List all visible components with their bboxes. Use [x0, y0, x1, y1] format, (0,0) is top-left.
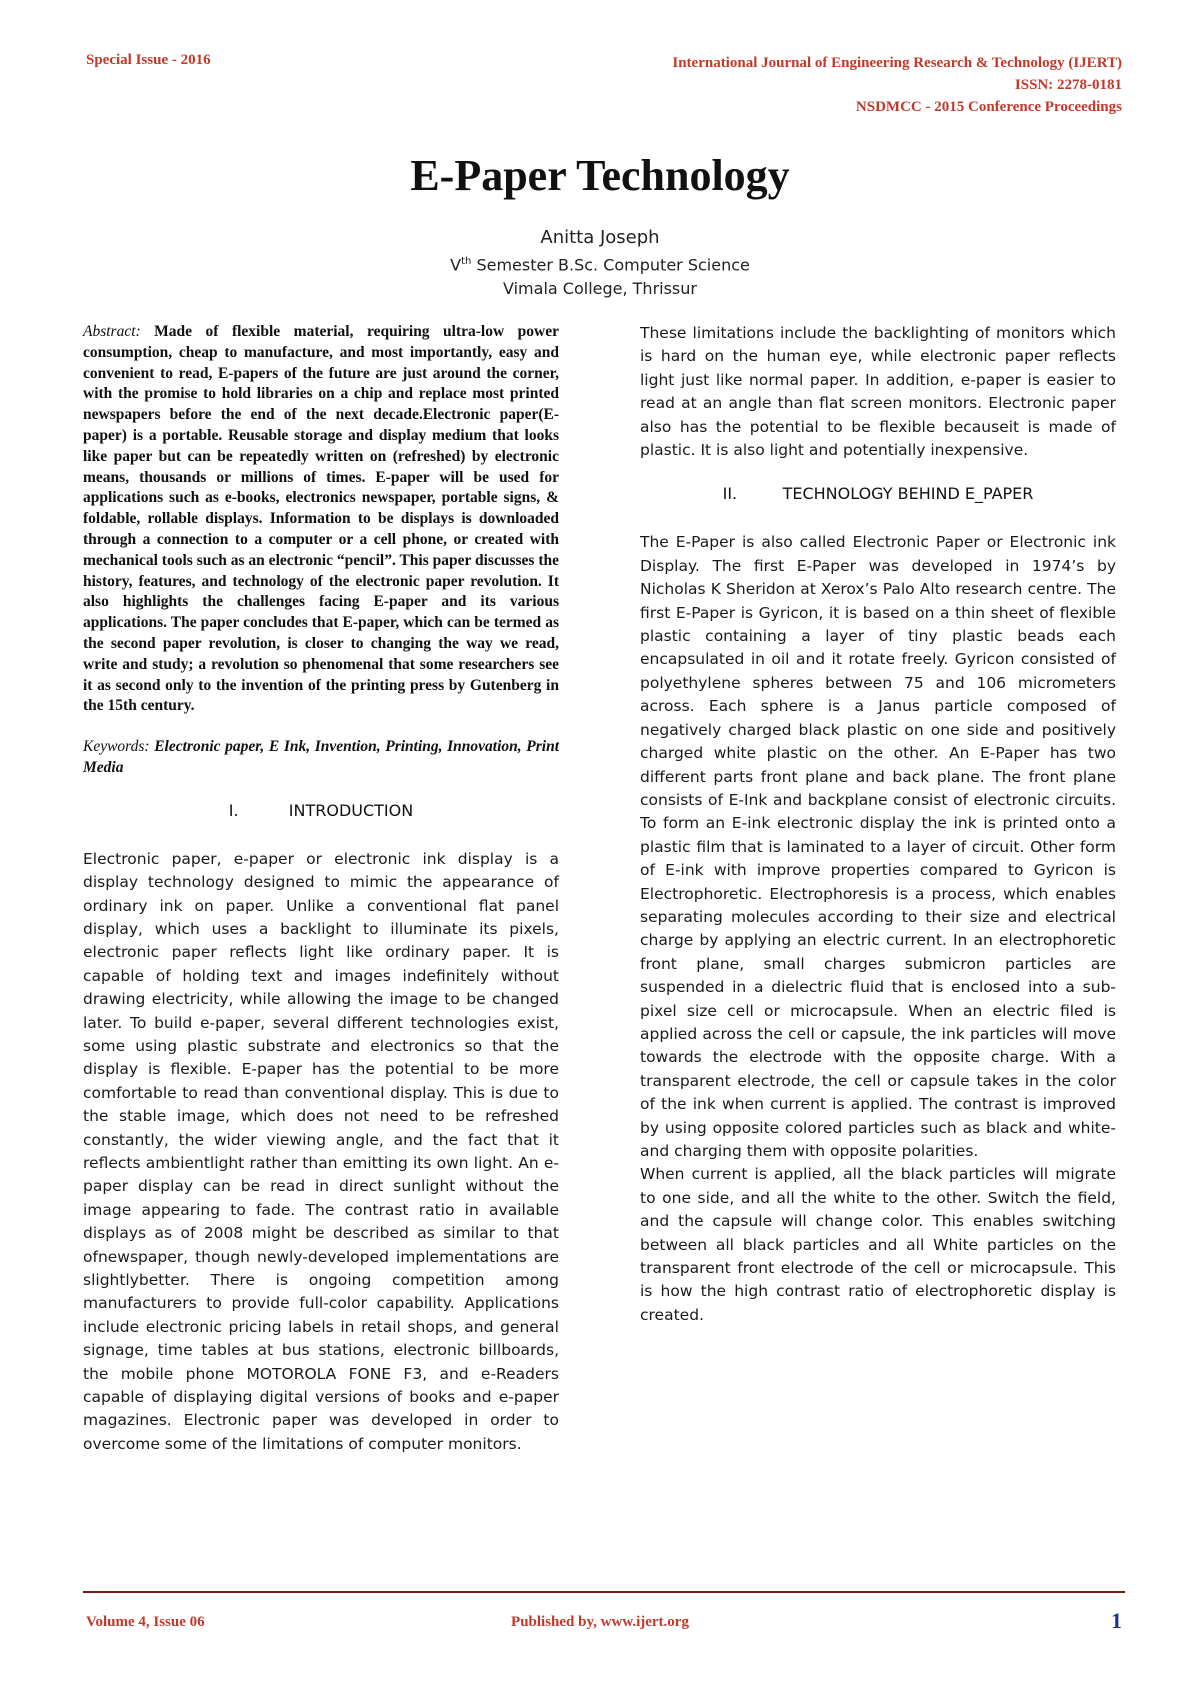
author-affiliation: [0, 250, 1200, 277]
author-institution: Vimala College, Thrissur: [503, 279, 697, 299]
affiliation-superscript: th: [461, 256, 472, 267]
affiliation-prefix: V: [450, 255, 462, 275]
header-conference: NSDMCC - 2015 Conference Proceedings: [855, 99, 1122, 115]
author-name: Anitta Joseph: [540, 227, 660, 248]
header-journal-block: [672, 52, 1122, 118]
header-issn: ISSN: 2278-0181: [1014, 77, 1122, 93]
abstract-label: Abstract:: [83, 323, 141, 340]
abstract: [83, 322, 559, 717]
header-journal: International Journal of Engineering Research & Technology (IJERT): [672, 55, 1122, 71]
keywords: [83, 737, 559, 779]
technology-paragraph-2: When current is applied, all the black particles will migrate to one side, and all the white to the other. Switch the field, and the capsule will change color. This enables switching between all black particles and all White particles on the transparent front electrode of the cell or microcapsule. This is how the high contrast ratio of electrophoretic display is created.: [640, 1165, 1116, 1324]
introduction-continuation: These limitations include the backlighting of monitors which is hard on the human eye, while electronic paper reflects light just like normal paper. In addition, e-paper is easier to read at an angle than flat screen monitors. Electronic paper also has the potential to be flexible becauseit is made of plastic. It is also light and potentially inexpensive.: [640, 324, 1116, 460]
header-issue: Special Issue - 2016: [86, 52, 211, 68]
section-number: I.: [228, 800, 239, 820]
section-number: II.: [722, 484, 738, 504]
right-column: [640, 322, 1116, 1327]
section-title: INTRODUCTION: [288, 800, 414, 820]
footer-rule: [83, 1591, 1125, 1593]
footer-publisher: Published by, www.ijert.org: [511, 1614, 689, 1630]
keywords-text: Electronic paper, E Ink, Invention, Printing, Innovation, Print Media: [83, 738, 559, 776]
abstract-text: Made of flexible material, requiring ultra-low power consumption, cheap to manufacture, and most importantly, easy and convenient to read, E-papers of the future are just around the corner, with the promise to hold libraries on a chip and replace most printed newspapers before the end of the next decade.Electronic paper(E-paper) is a portable. Reusable storage and display medium that looks like paper but can be repeatedly written on (refreshed) by electronic means, thousands or millions of times. E-paper will be used for applications such as e-books, electronics newspaper, portable signs, & foldable, rollable displays. Information to be displays is downloaded through a connection to a computer or a cell phone, or created with mechanical tools such as an electronic “pencil”. This paper discusses the history, features, and technology of the electronic paper revolution. It also highlights the challenges facing E-paper and its various applications. The paper concludes that E-paper, which can be termed as the second paper revolution, is closer to changing the way we read, write and study; a revolution so phenomenal that some researchers see it as second only to the invention of the printing press by Gutenberg in the 15th century.: [83, 323, 559, 715]
left-column: [83, 322, 559, 1456]
paper-title: E-Paper Technology: [410, 151, 790, 200]
footer-volume: Volume 4, Issue 06: [86, 1614, 205, 1630]
introduction-paragraph: Electronic paper, e-paper or electronic ink display is a display technology designed to mimic the appearance of ordinary ink on paper. Unlike a conventional flat panel display, which uses a backlight to illuminate its pixels, electronic paper reflects light like ordinary paper. It is capable of holding text and images indefinitely without drawing electricity, while allowing the image to be changed later. To build e-paper, several different technologies exist, some using plastic substrate and electronics so that the display is flexible. E-paper has the potential to be more comfortable to read than conventional display. This is due to the stable image, which does not need to be refreshed constantly, the wider viewing angle, and the fact that it reflects ambientlight rather than emitting its own light. An e-paper display can be read in direct sunlight without the image appearing to fade. The contrast ratio in available displays as of 2008 might be described as similar to that ofnewspaper, though newly-developed implementations are slightlybetter. There is ongoing competition among manufacturers to provide full-color capability. Applications include electronic pricing labels in retail shops, and general signage, time tables at bus stations, electronic billboards, the mobile phone MOTOROLA FONE F3, and e-Readers capable of displaying digital versions of books and e-paper magazines. Electronic paper was developed in order to overcome some of the limitations of computer monitors.: [83, 849, 559, 1453]
affiliation-rest: Semester B.Sc. Computer Science: [471, 255, 750, 275]
author-block: [0, 226, 1200, 301]
section-heading-technology: [640, 484, 1116, 503]
technology-paragraph-1: The E-Paper is also called Electronic Paper or Electronic ink Display. The first E-Paper was developed in 1974’s by Nicholas K Sheridon at Xerox’s Palo Alto research centre. The first E-Paper is Gyricon, it is based on a thin sheet of flexible plastic containing a layer of tiny plastic beads each encapsulated in oil and it rotate freely. Gyricon consisted of polyethylene spheres between 75 and 106 micrometers across. Each sphere is a Janus particle composed of negatively charged black plastic on one side and positively charged white plastic on the other. An E-Paper has two different parts front plane and back plane. The front plane consists of E-Ink and backplane consist of electronic circuits. To form an E-ink electronic display the ink is printed onto a plastic film that is laminated to a layer of circuit. Other form of E-ink with improve properties compared to Gyricon is Electrophoretic. Electrophoresis is a process, which enables separating molecules according to their size and electrical charge by applying an electric current. In an electrophoretic front plane, small charges submicron particles are suspended in a dielectric fluid that is enclosed into a sub-pixel size cell or microcapsule. When an electric filed is applied across the cell or capsule, the ink particles will move towards the electrode with the opposite charge. With a transparent electrode, the cell or capsule takes in the color of the ink when current is applied. The contrast is improved by using opposite colored particles such as black and white- and charging them with opposite polarities.: [640, 533, 1116, 1160]
section-title: TECHNOLOGY BEHIND E_PAPER: [782, 484, 1034, 504]
section-heading-introduction: [83, 801, 559, 820]
keywords-label: Keywords:: [83, 738, 150, 756]
page-number: 1: [1111, 1608, 1122, 1633]
